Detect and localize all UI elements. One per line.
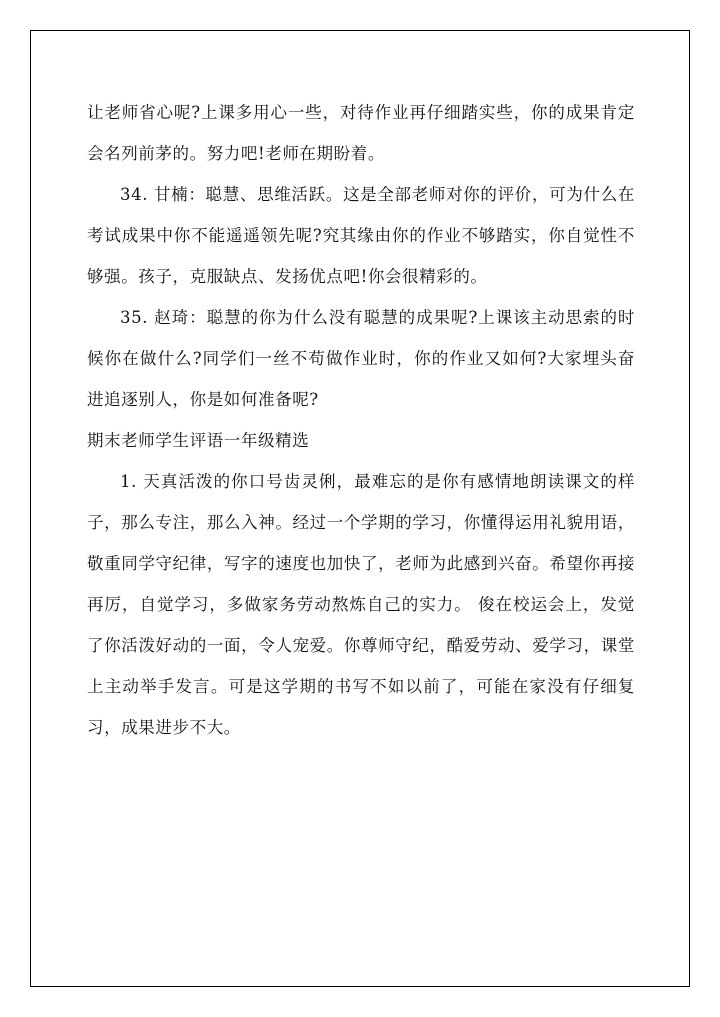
paragraph-comment-35: 35. 赵琦：聪慧的你为什么没有聪慧的成果呢?上课该主动思索的时候你在做什么?同学们一丝不苟做作业时，你的作业又如何?大家埋头奋进追逐别人，你是如何准备呢? xyxy=(87,308,635,409)
section-title: 期末老师学生评语一年级精选 xyxy=(87,431,310,450)
paragraph-comment-34: 34. 甘楠：聪慧、思维活跃。这是全部老师对你的评价，可为什么在考试成果中你不能遥遥领先呢?究其缘由你的作业不够踏实，你自觉性不够强。孩子，克服缺点、发扬优点吧!你会很精彩的。 xyxy=(87,185,635,286)
paragraph-continuation: 让老师省心呢?上课多用心一些，对待作业再仔细踏实些，你的成果肯定会名列前茅的。努力吧!老师在期盼着。 xyxy=(87,103,635,163)
paragraph-comment-1: 1. 天真活泼的你口号齿灵俐，最难忘的是你有感情地朗读课文的样子，那么专注，那么入神。经过一个学期的学习，你懂得运用礼貌用语，敬重同学守纪律，写字的速度也加快了，老师为此感到兴奋。希望你再接再厉，自觉学习，多做家务劳动熬炼自己的实力。 俊在校运会上，发觉了你活泼好动的一面，令人宠爱。你尊师守纪，酷爱劳动、爱学习，课堂上主动举手发言。可是这学期的书写不如以前了，可能在家没有仔细复习，成果进步不大。 xyxy=(87,472,635,737)
document-body xyxy=(87,92,635,748)
